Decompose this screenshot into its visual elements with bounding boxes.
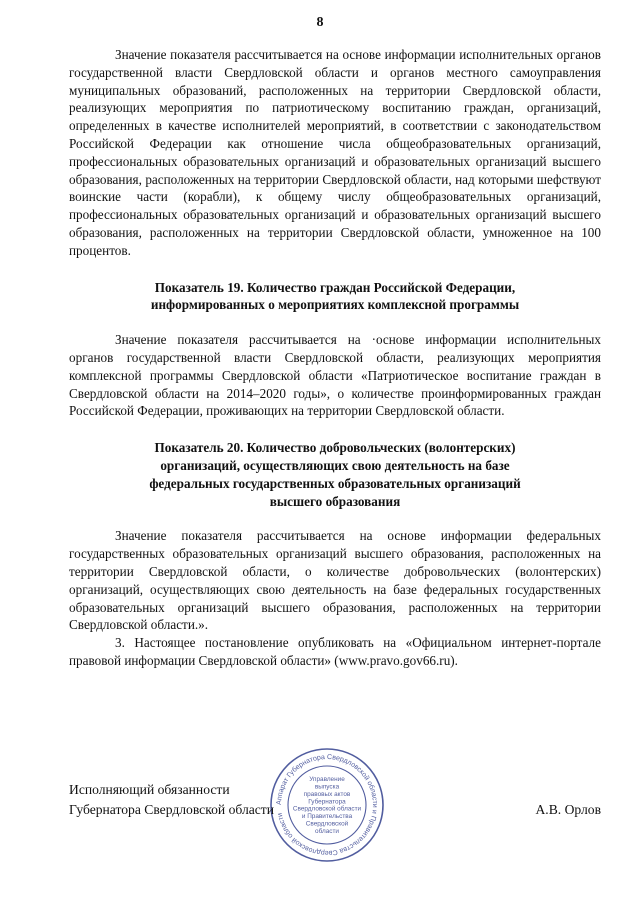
official-seal-stamp: [268, 746, 386, 864]
seal-inner-line: Управление: [309, 776, 345, 784]
heading-line: организаций, осуществляющих свою деятельность на базе: [160, 457, 510, 473]
signatory-name: А.В. Орлов: [535, 802, 601, 817]
seal-inner-line: области: [315, 827, 339, 835]
heading-line: федеральных государственных образовательных организаций: [149, 475, 521, 491]
signatory-title-line: Губернатора Свердловской области: [69, 802, 275, 817]
page-number: 8: [316, 15, 324, 30]
paragraph-publication-clause: 3. Настоящее постановление опубликовать на «Официальном интернет-портале правовой информации Свердловской области» (www.pravo.gov66.ru).: [69, 635, 601, 668]
seal-inner-line: Свердловской области: [292, 805, 362, 813]
seal-inner-line: Свердловской: [305, 820, 349, 828]
paragraph-indicator-20-method: Значение показателя рассчитывается на основе информации федеральных государственных образовательных организаций высшего образования, расположенных на территории Свердловской области, о количестве добровольческих (волонтерских) организаций, осуществляющих свою деятельность на базе федеральных государственных образовательных организаций высшего образования, расположенных на территории Свердловской области.».: [69, 528, 601, 633]
seal-inner-line: выпуска: [314, 783, 340, 791]
heading-line: высшего образования: [269, 493, 401, 509]
heading-indicator-20: [69, 439, 601, 510]
heading-line: Показатель 19. Количество граждан Российской Федерации,: [154, 279, 516, 295]
seal-inner-line: Губернатора: [308, 798, 346, 806]
signatory-title: [69, 780, 274, 820]
seal-inner-line: правовых актов: [303, 790, 351, 798]
paragraph-indicator-19-method: Значение показателя рассчитывается на ·основе информации исполнительных органов государственной власти Свердловской области, реализующих мероприятия комплексной программы Свердловской области «Патриотическое воспитание граждан в Свердловской области на 2014–2020 годы», о количестве проинформированных граждан Российской Федерации, проживающих на территории Свердловской области.: [69, 332, 601, 419]
heading-line: Показатель 20. Количество добровольческих (волонтерских): [154, 440, 516, 456]
paragraph-indicator-18-method: Значение показателя рассчитывается на основе информации исполнительных органов государственной власти Свердловской области и органов местного самоуправления муниципальных образований, расположенных на территории Свердловской области, реализующих мероприятия по патриотическому воспитанию граждан, организаций, определенных в качестве исполнителей мероприятий, в соответствии с законодательством Российской Федерации как отношение числа общеобразовательных организаций, профессиональных образовательных организаций и образовательных организаций высшего образования, расположенных на территории Свердловской области, над которыми шефствуют воинские части (корабли), к общему числу общеобразовательных организаций, профессиональных образовательных организаций и образовательных организаций высшего образования, расположенных на территории Свердловской области, умноженное на 100 процентов.: [69, 47, 601, 258]
heading-line: информированных о мероприятиях комплексной программы: [150, 297, 520, 313]
heading-indicator-19: [69, 279, 601, 315]
seal-inner-line: и Правительства: [301, 813, 353, 821]
document-body: [69, 46, 601, 670]
signatory-title-line: Исполняющий обязанности: [69, 782, 230, 797]
seal-ring-text: Аппарат Губернатора Свердловской области и Правительства Свердловской области: [275, 753, 379, 857]
